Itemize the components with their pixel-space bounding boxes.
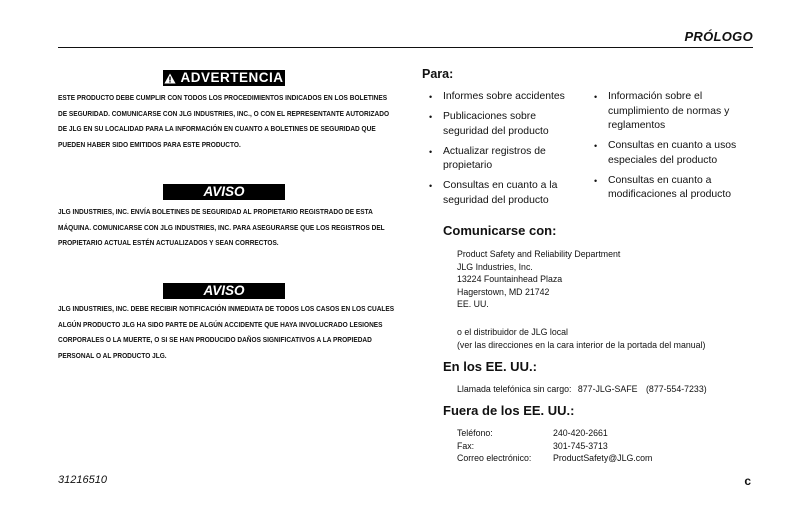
warning-label: ADVERTENCIA bbox=[180, 70, 284, 85]
us-phone-label: Llamada telefónica sin cargo: bbox=[457, 384, 572, 394]
contact-value: 301-745-3713 bbox=[553, 440, 608, 451]
document-number: 31216510 bbox=[58, 474, 107, 486]
list-item: • Consultas en cuanto a usos especiales del producto bbox=[594, 139, 754, 168]
contact-address bbox=[457, 248, 757, 311]
page-number: c bbox=[744, 474, 751, 488]
contact-row bbox=[457, 427, 757, 440]
warning-triangle-icon bbox=[164, 73, 176, 84]
contact-label: Fax: bbox=[457, 440, 475, 451]
address-line: Hagerstown, MD 21742 bbox=[457, 286, 550, 297]
para-list-right bbox=[594, 90, 754, 208]
us-phone-value: 877-JLG-SAFE bbox=[577, 384, 638, 394]
page-title: PRÓLOGO bbox=[684, 29, 753, 44]
list-item: • Información sobre el cumplimiento de normas y reglamentos bbox=[594, 90, 754, 134]
distributor-line: o el distribuidor de JLG local bbox=[457, 327, 568, 337]
list-item: • Consultas en cuanto a modificaciones al producto bbox=[594, 174, 754, 203]
notice-text: JLG INDUSTRIES, INC. ENVÍA BOLETINES DE SEGURIDAD AL PROPIETARIO REGISTRADO DE ESTA MÁQUINA. COMUNICARSE CON JLG INDUSTRIES, INC. PARA ASEGURARSE QUE LOS REGISTROS DEL PROPIETARIO ACTUAL ESTÉN ACTUALIZADOS Y SEAN CORRECTOS. bbox=[58, 207, 385, 247]
para-list-left bbox=[429, 90, 579, 214]
contact-row bbox=[457, 452, 757, 465]
list-item: • Informes sobre accidentes bbox=[429, 90, 579, 105]
contact-heading: Comunicarse con: bbox=[443, 223, 557, 238]
warning-text: ESTE PRODUCTO DEBE CUMPLIR CON TODOS LOS PROCEDIMIENTOS INDICADOS EN LOS BOLETINES DE SEGURIDAD. COMUNICARSE CON JLG INDUSTRIES, INC., O CON EL REPRESENTANTE AUTORIZADO DE JLG EN SU LOCALIDAD PARA LA INFORMACIÓN EN CUANTO A BOLETINES DE SEGURIDAD QUE PUEDEN HABER SIDO EMITIDOS PARA ESTE PRODUCTO. bbox=[58, 93, 390, 149]
list-item: • Actualizar registros de propietario bbox=[429, 145, 579, 174]
notice-banner bbox=[163, 184, 285, 200]
address-line: JLG Industries, Inc. bbox=[457, 261, 533, 272]
contact-label: Correo electrónico: bbox=[457, 453, 532, 464]
us-phone-alt: (877-554-7233) bbox=[646, 384, 707, 394]
list-item: • Consultas en cuanto a la seguridad del producto bbox=[429, 179, 579, 208]
outside-contact-table bbox=[457, 427, 757, 465]
us-phone-row bbox=[457, 383, 757, 396]
warning-banner bbox=[163, 70, 285, 86]
notice-label: AVISO bbox=[203, 184, 245, 199]
address-line: 13224 Fountainhead Plaza bbox=[457, 274, 563, 285]
address-line: EE. UU. bbox=[457, 299, 489, 310]
contact-label: Teléfono: bbox=[457, 428, 493, 438]
para-heading: Para: bbox=[422, 67, 454, 81]
list-item: • Publicaciones sobre seguridad del producto bbox=[429, 110, 579, 139]
contact-value: 240-420-2661 bbox=[553, 428, 608, 438]
contact-value: ProductSafety@JLG.com bbox=[553, 453, 653, 464]
header-divider bbox=[58, 47, 753, 48]
us-heading: En los EE. UU.: bbox=[443, 359, 537, 374]
contact-row bbox=[457, 440, 757, 453]
distributor-note: (ver las direcciones en la cara interior de la portada del manual) bbox=[457, 339, 706, 350]
notice-label: AVISO bbox=[203, 283, 245, 298]
outside-heading: Fuera de los EE. UU.: bbox=[443, 403, 575, 418]
distributor-block bbox=[457, 326, 757, 351]
notice-text: JLG INDUSTRIES, INC. DEBE RECIBIR NOTIFICACIÓN INMEDIATA DE TODOS LOS CASOS EN LOS CUALES ALGÚN PRODUCTO JLG HA SIDO PARTE DE ALGÚN ACCIDENTE QUE HAYA INVOLUCRADO LESIONES CORPORALES O LA MUERTE, O SI SE HAN PRODUCIDO DAÑOS SIGNIFICATIVOS A LA PROPIEDAD PERSONAL O AL PRODUCTO JLG. bbox=[58, 304, 395, 360]
notice-banner bbox=[163, 283, 285, 299]
address-line: Product Safety and Reliability Department bbox=[457, 249, 621, 259]
